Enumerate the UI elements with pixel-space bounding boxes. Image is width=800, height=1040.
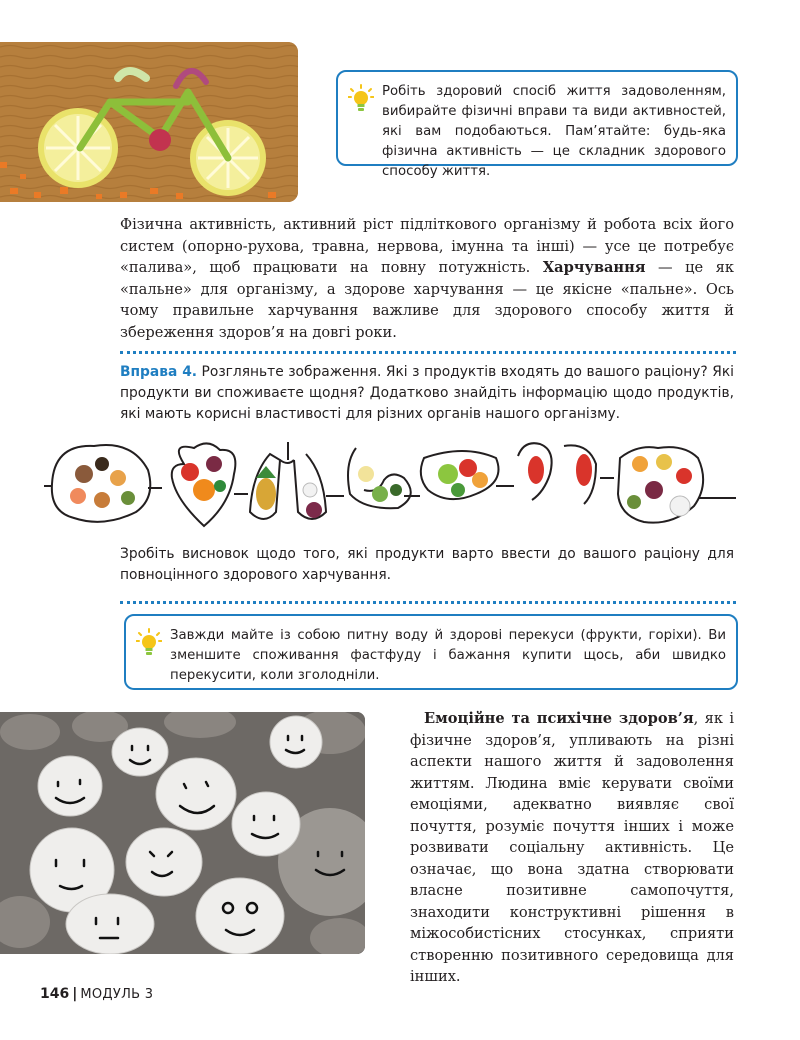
paragraph-text: Фізична активність, активний ріст підліткового організму й робота всіх його систем (опорно-рухова, травна, нервова, імунна та інші) — усе це потребує «палива», щоб працювати на повну потужність. [120,216,734,276]
paragraph-text: , як і фізичне здоров’я, упливають на різні аспекти нашого життя й задоволення життям. Людина вміє керувати своїми емоціями, адекватно виявляє свої почуття, розуміє почуття інших і може розвивати соціальну активність. Це означає, що вона здатна створювати власне позитивне самопочуття, знаходити конструктивні рішення в міжособистісних стосунках, сприяти створенню позитивного середовища для інших. [410,710,734,985]
paragraph-emotional-health [410,708,734,988]
paragraph-text: — це як «пальне» для організму, а здорове харчування — це якісне «пальне». Ось чому правильне харчування важливе для здорового способу життя й збереження здоров’я на довгі роки. [120,259,734,341]
smiley-stones-photo [0,712,365,954]
vegetable-bicycle-photo [0,42,298,202]
tip-box-healthy-lifestyle [336,70,738,179]
page-number: 146 [40,986,70,1002]
dotted-divider [120,351,736,354]
exercise-text: Розгляньте зображення. Які з продуктів входять до вашого раціону? Які продукти ви споживаєте щодня? Додатково знайдіть інформацію щодо продуктів, які мають корисні властивості для різних органів нашого організму. [120,364,734,422]
page-footer [40,986,153,1002]
tip-text: Завжди майте із собою питну воду й здорові перекуси (фрукти, горіхи). Ви зменшите споживання фастфуду і бажання купити щось, аби швидко перекусити, коли зголодніли. [170,628,726,683]
lightbulb-icon [348,84,374,114]
footer-separator: | [72,986,78,1002]
module-label: МОДУЛЬ 3 [80,987,154,1002]
conclusion-text: Зробіть висновок щодо того, які продукти варто ввести до вашого раціону для повноцінного здорового харчування. [120,546,734,583]
exercise-label: Вправа 4. [120,364,198,380]
paragraph-physical-activity [120,214,734,343]
lightbulb-icon [136,628,162,658]
tip-text: Робіть здоровий спосіб життя задоволенням, вибирайте фізичні вправи та види активностей, які вам подобаються. Пам’ятайте: будь-яка фізична активність — це складник здорового способу життя. [382,84,726,179]
dotted-divider [120,601,736,604]
term-emotional-health: Емоційне та психічне здоров’я [424,710,694,727]
term-nutrition: Харчування [542,259,646,276]
tip-box-snacks [124,614,738,690]
exercise-4 [120,362,734,425]
organs-food-illustration [44,434,736,534]
